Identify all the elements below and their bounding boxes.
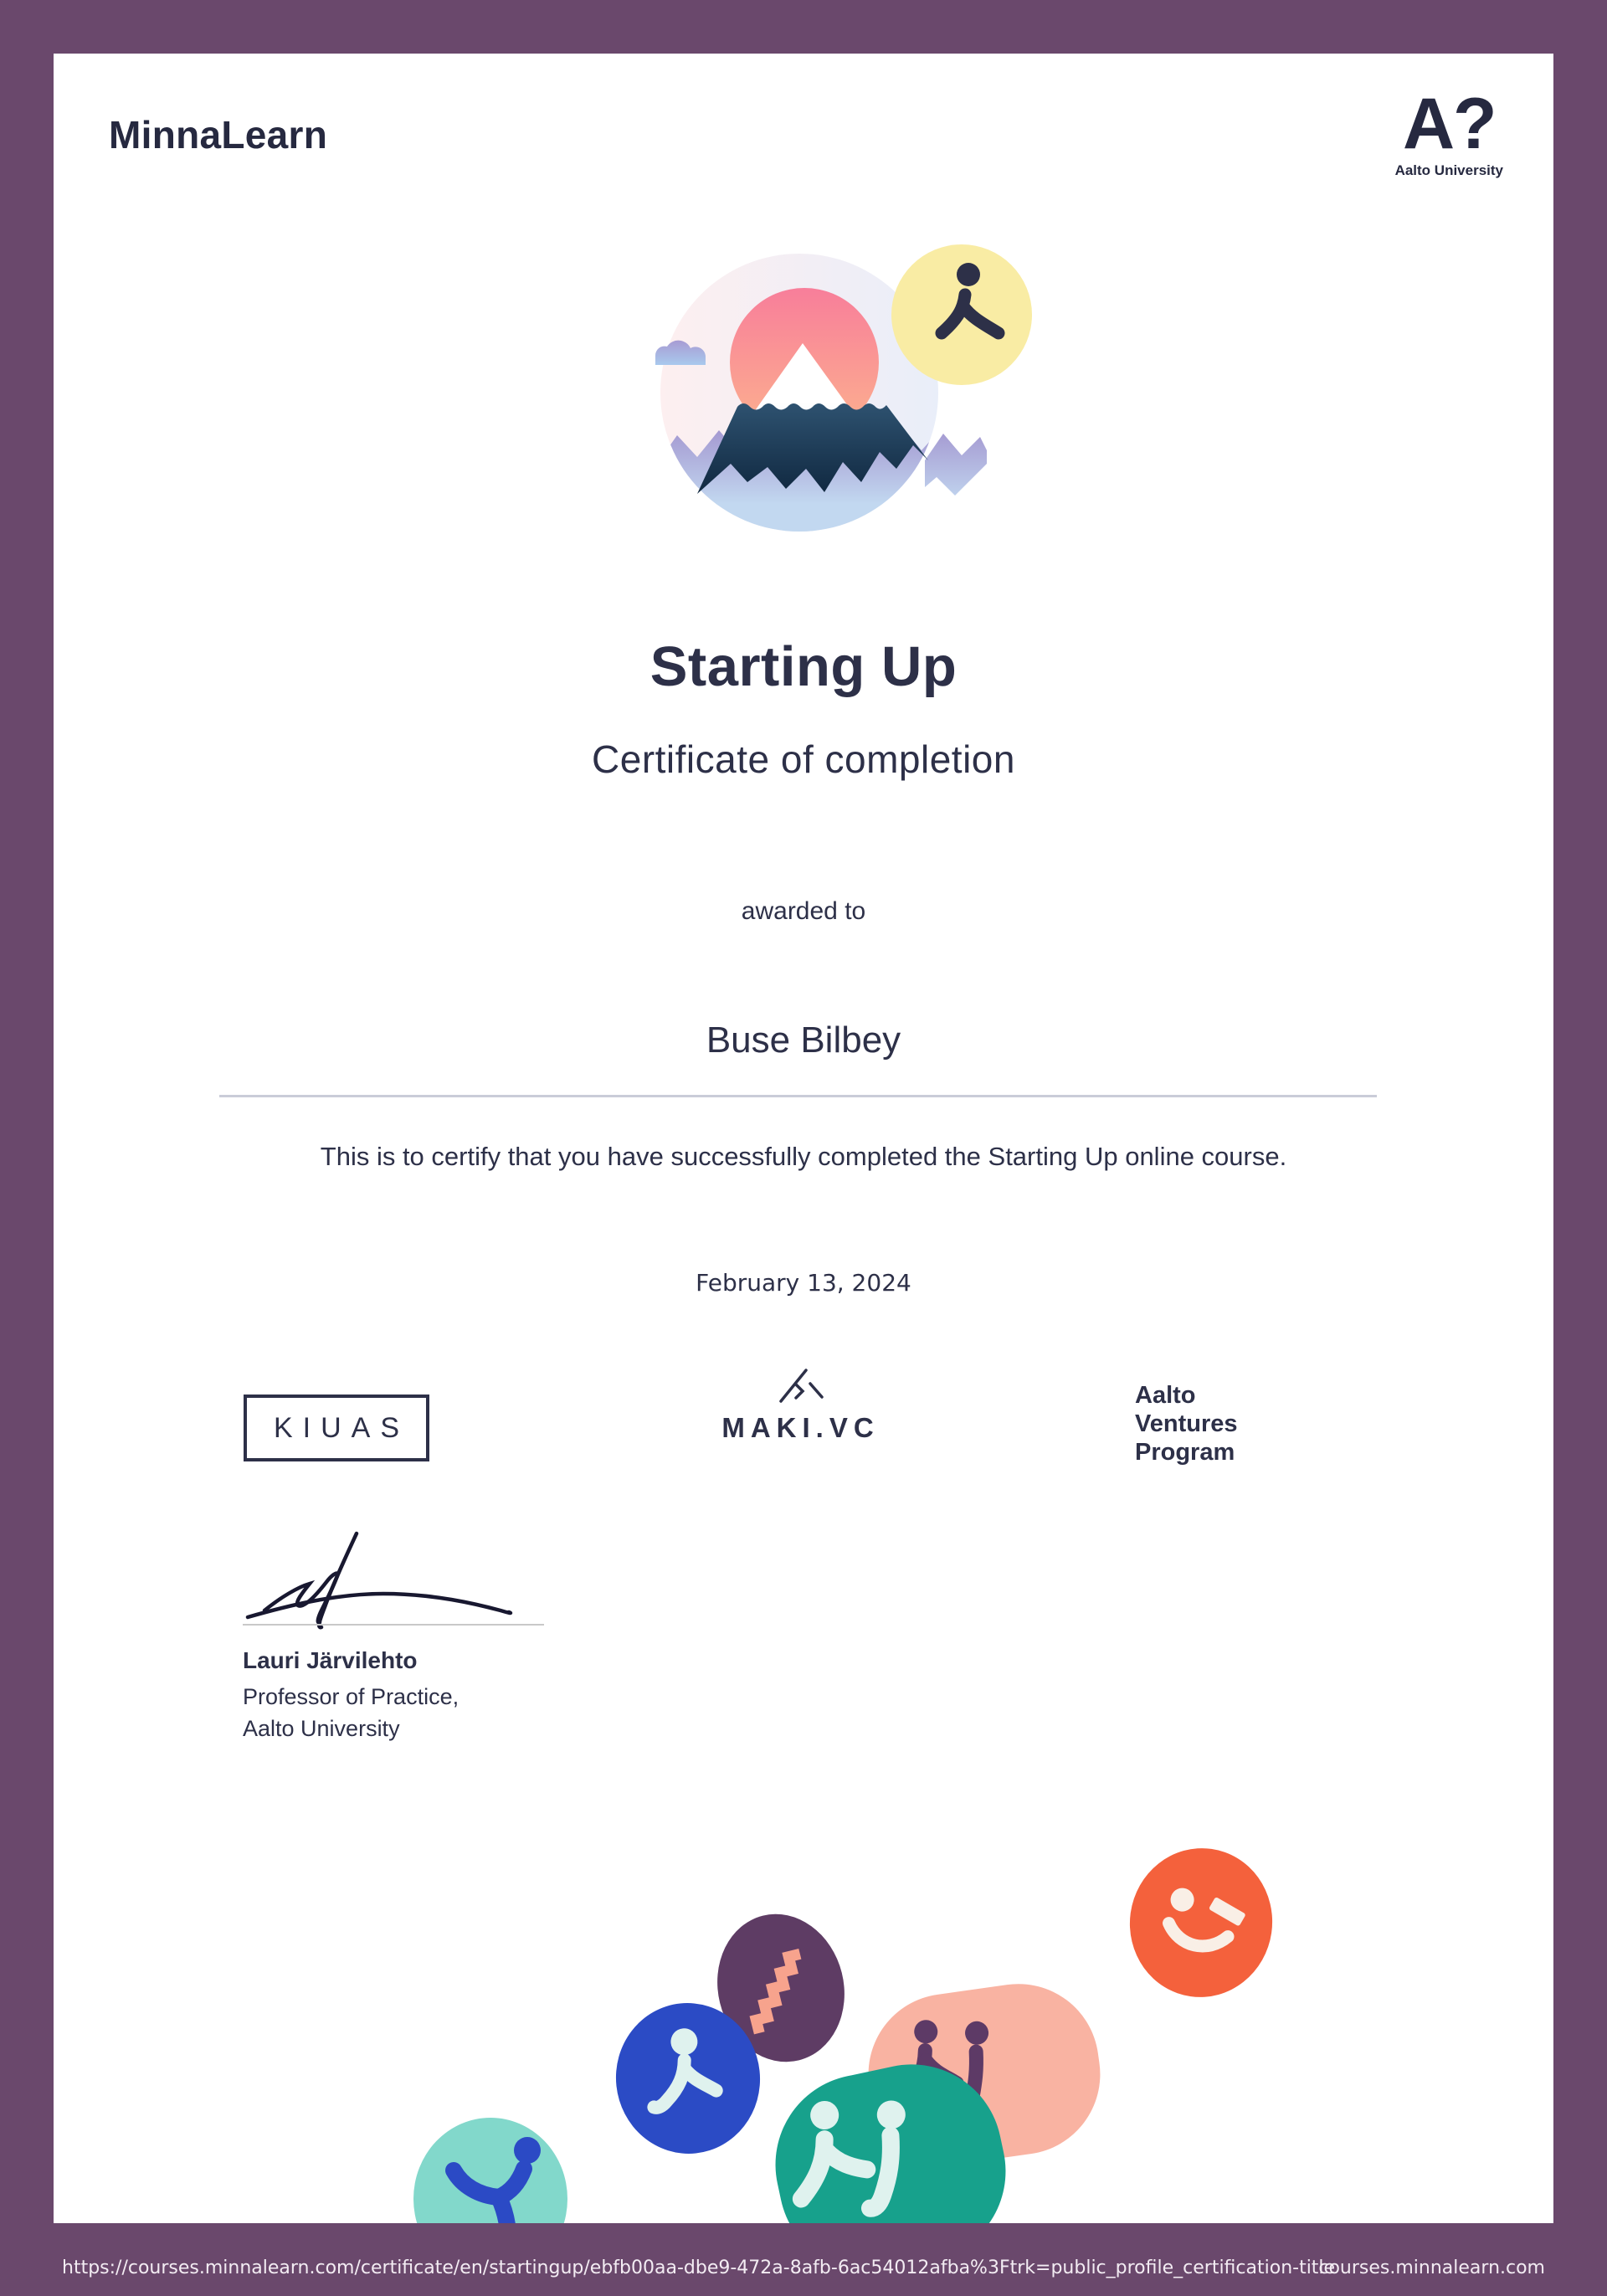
maki-vc-logo [689,1363,906,1444]
avp-line: Ventures [1135,1410,1238,1437]
awarded-to-label: awarded to [741,897,866,925]
signatory-role: Professor of Practice, [243,1684,460,1709]
footer-domain: courses.minnalearn.com [1318,2257,1545,2278]
cheering-person-blob [413,2118,567,2223]
completion-date: February 13, 2024 [696,1269,911,1297]
aalto-logo-mark: A? [1402,84,1496,164]
certification-statement: This is to certify that you have successfully completed the Starting Up online course. [320,1142,1287,1171]
footer-url: https://courses.minnalearn.com/certificate/en/startingup/ebfb00aa-dbe9-472a-8afb-6ac54012afba%3Ftrk=public_profile_certification-title [62,2257,1336,2278]
certificate-subtitle: Certificate of completion [592,737,1015,781]
avp-line: Aalto [1135,1382,1196,1409]
minnalearn-logo: MinnaLearn [109,113,328,157]
aalto-logo-label: Aalto University [1394,162,1503,178]
maki-mountain-mark-icon [771,1363,824,1406]
recipient-name: Buse Bilbey [706,1020,901,1061]
signatory-name: Lauri Järvilehto [243,1647,418,1673]
name-divider [219,1095,1377,1097]
background-mountain-range-right [925,434,987,496]
course-badge [891,244,1032,385]
avp-line: Program [1135,1439,1235,1466]
signature-image [233,1523,567,1634]
signature-line [243,1624,544,1626]
decorative-blobs [54,1811,1553,2223]
kiuas-logo-label: KIUAS [273,1411,410,1444]
winking-smiley-blob [1120,1839,1281,2006]
mountain-sunrise-illustration [649,244,1034,533]
signatory-organization: Aalto University [243,1716,400,1741]
aalto-ventures-program-logo [1135,1381,1238,1466]
course-title: Starting Up [649,635,958,698]
maki-logo-label: MAKI.VC [721,1412,880,1443]
certificate-paper [54,54,1553,2223]
aalto-university-logo [1394,84,1503,179]
kiuas-logo [244,1395,429,1461]
